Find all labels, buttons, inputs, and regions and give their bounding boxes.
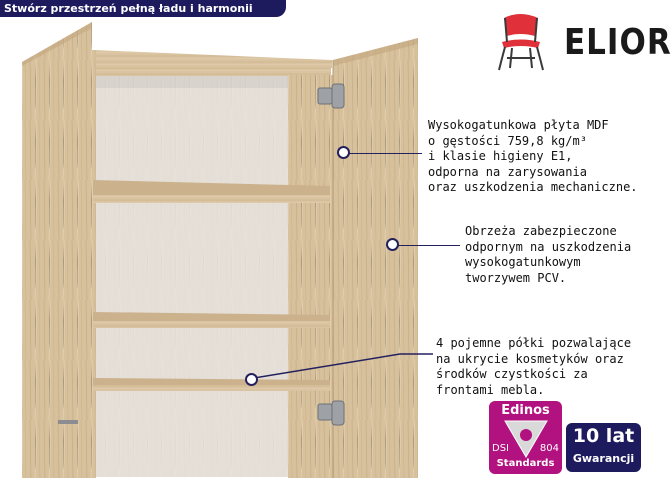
callout-line-edges — [396, 245, 460, 246]
warranty-badge — [566, 423, 641, 472]
callout-line-text: odporna na zarysowania — [428, 164, 587, 179]
edinos-title: Edinos — [501, 403, 550, 418]
edinos-number: 804 — [539, 443, 559, 454]
brand-name: ELIOR — [564, 22, 672, 64]
callout-dot-edges — [386, 238, 399, 251]
edinos-badge — [489, 401, 562, 474]
callout-line-mdf — [347, 153, 422, 154]
callout-line-text: 4 pojemne półki pozwalające — [436, 336, 632, 350]
warranty-label: Gwarancji — [572, 452, 635, 465]
callout-line-text: o gęstości 759,8 kg/m³ — [428, 133, 587, 148]
edinos-subtitle: Standards — [496, 458, 555, 469]
callout-line-text: środków czystkości za — [436, 367, 588, 381]
callout-line-text: na ukrycie kosmetyków oraz — [436, 351, 624, 366]
callout-line-shelves — [250, 350, 435, 382]
callout-mdf — [428, 118, 638, 196]
callout-line-text: Obrzeża zabezpieczone — [465, 224, 617, 238]
callout-line-text: frontami mebla. — [436, 382, 545, 397]
callout-line-text: tworzywem PCV. — [465, 270, 567, 285]
callout-line-text: odpornym na uszkodzenia — [465, 239, 632, 254]
banner-text: Stwórz przestrzeń pełną ładu i harmonii — [4, 2, 253, 15]
callout-edges — [465, 224, 631, 286]
callout-line-text: oraz uszkodzenia mechaniczne. — [428, 180, 638, 194]
warranty-years: 10 lat — [572, 425, 635, 447]
edinos-dsi: DSI — [492, 443, 509, 454]
callout-dot-mdf — [337, 146, 350, 159]
callout-line-text: i klasie higieny E1, — [428, 149, 573, 163]
callout-line-text: wysokogatunkowym — [465, 255, 581, 269]
callout-shelves — [436, 336, 631, 398]
callout-dot-shelves — [245, 373, 258, 386]
callout-line-text: Wysokogatunkowa płyta MDF — [428, 118, 609, 132]
